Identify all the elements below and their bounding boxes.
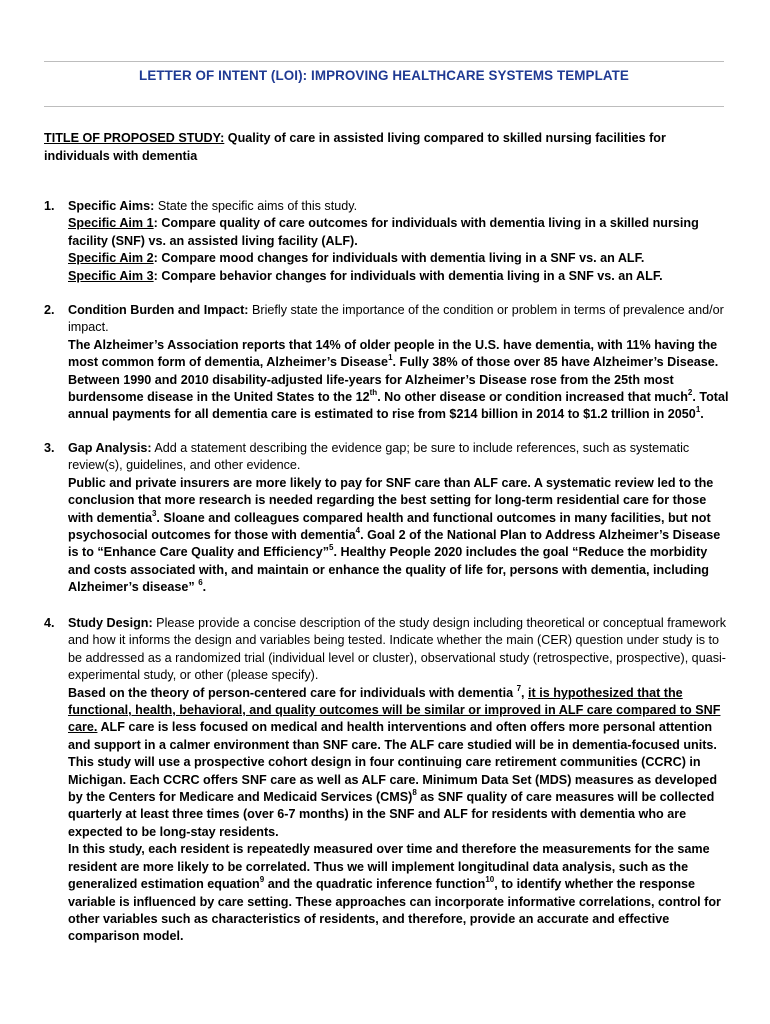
citation-ref: 10 [485,875,495,885]
section-specific-aims: 1. Specific Aims: State the specific aims of this study. Specific Aim 1: Compare quality of care outcomes for individuals with dementia living in a skilled nursing facility (SNF) vs. an assisted living facility (ALF). Specific Aim 2: Compare mood changes for individuals with dementia living in a SNF vs. an ALF. Specific Aim 3: Compare behavior changes for individuals with dementia living in a SNF vs. an ALF. [44,199,699,283]
citation-ref: 1 [388,353,393,363]
aim-1-label: Specific Aim 1 [68,216,154,231]
section-number: 4. [44,616,55,630]
citation-ref: 8 [412,788,417,798]
citation-ref: 1 [695,405,701,415]
section-heading: Condition Burden and Impact: [68,303,249,317]
section-prompt: State the specific aims of this study. [157,199,358,213]
proposed-study-title [44,130,724,165]
title-divider [44,106,724,107]
citation-ref: 9 [259,875,265,885]
section-prompt: Please provide a concise description of the study design including theoretical or conceptual framework and how it informs the design and variables being tested. Indicate whether the main (CER) question under study is to be addressed as a randomized trial (individual level or cluster), observational study (retrospective, prospective), quasi-experimental study, or other (please specify). [68,616,727,683]
citation-ref: 4 [355,526,361,536]
section-prompt: Briefly state the importance of the condition or problem in terms of prevalence and/or impact. [68,303,724,335]
aim-2-label: Specific Aim 2 [68,251,154,266]
citation-ref: th [369,388,378,398]
section-prompt: Add a statement describing the evidence gap; be sure to include references, such as systematic review(s), guidelines, and other evidence. [68,441,690,473]
section-number: 1. [44,199,55,213]
section-response: Public and private insurers are more likely to pay for SNF care than ALF care. A systematic review led to the conclusion that more research is needed regarding the best setting for long-term residential care for those with dementia$^3$. Sloane and colleagues compared health and functional outcomes in many facilities, but not psychosocial outcomes for those with dementia$^4$. Goal 2 of the National Plan to Address Alzheimer’s Disease is to “Enhance Care Quality and Efficiency”$^5$. Healthy People 2020 includes the goal “Reduce the morbidity and costs associated with, and maintain or enhance the quality of life for, persons with dementia, including Alzheimer’s disease” $^6$. [68,475,721,595]
design-paragraph-analysis: In this study, each resident is repeatedly measured over time and therefore the measurements for the same resident are more likely to be correlated. Thus we will implement longitudinal data analysis, such as the generalized estimation equation$^9$ and the quadratic inference function$^{10}$, to identify whether the response variable is influenced by care setting. These approaches can incorporate informative correlations, control for other variables such as characteristics of residents, and therefore, provide an accurate and effective comparison model. [68,842,721,944]
section-condition-burden [44,302,730,424]
aim-3-text: Compare behavior changes for individuals with dementia living in a SNF vs. an ALF. [161,268,663,283]
section-heading: Specific Aims: [68,199,155,213]
aim-3-label: Specific Aim 3 [68,268,154,283]
section-heading: Study Design: [68,616,153,630]
aim-1-text: Compare quality of care outcomes for individuals with dementia living in a skilled nursing facility (SNF) vs. an assisted living facility (ALF). [68,216,699,248]
section-study-design [44,615,730,946]
aim-2-text: Compare mood changes for individuals with dementia living in a SNF vs. an ALF. [161,251,645,266]
section-gap-analysis [44,440,730,597]
section-number: 3. [44,441,55,455]
top-divider [44,61,724,62]
study-title-label: TITLE OF PROPOSED STUDY: [44,131,225,145]
section-heading: Gap Analysis: [68,441,152,455]
design-paragraph-theory: Based on the theory of person-centered care for individuals with dementia $^7$, it is hypothesized that the functional, health, behavioral, and quality outcomes will be similar or improved in ALF care compared to SNF care. ALF care is less focused on medical and health interventions and often offers more personal attention and support in a calmer environment than SNF care. The ALF care studied will be in dementia-focused units. [68,683,721,752]
citation-ref: 3 [151,508,157,518]
citation-ref: 5 [329,543,334,553]
document-title: LETTER OF INTENT (LOI): IMPROVING HEALTHCARE SYSTEMS TEMPLATE [139,68,629,83]
design-paragraph-cohort: This study will use a prospective cohort design in four continuing care retirement communities (CCRC) in Michigan. Each CCRC offers SNF care as well as ALF care. Minimum Data Set (MDS) measures as developed by the Centers for Medicare and Medicaid Services (CMS)$^8$ as SNF quality of care measures will be collected quarterly at least three times (over 6-7 months) in the SNF and ALF for residents with dementia who are expected to be long-stay residents. [68,755,718,839]
citation-ref: 2 [687,388,693,398]
hypothesis-statement: it is hypothesized that the functional, health, behavioral, and quality outcomes will be similar or improved in ALF care compared to SNF care. [68,685,721,735]
citation-ref: 6 [198,578,203,588]
section-number: 2. [44,303,55,317]
citation-ref: 7 [516,683,522,693]
section-response: The Alzheimer’s Association reports that 14% of older people in the U.S. have dementia, with 11% having the most common form of dementia, Alzheimer’s Disease$^1$. Fully 38% of those over 85 have Alzheimer’s Disease. Between 1990 and 2010 disability-adjusted life-years for Alzheimer’s Disease rose from the 25th most burdensome disease in the United States to the 12th. No other disease or condition increased that much$^2$. Total annual payments for all dementia care is estimated to rise from $214 billion in 2014 to $1.2 trillion in 2050$^1$. [68,337,729,422]
study-title-text: Quality of care in assisted living compared to skilled nursing facilities for individuals with dementia [44,131,666,163]
